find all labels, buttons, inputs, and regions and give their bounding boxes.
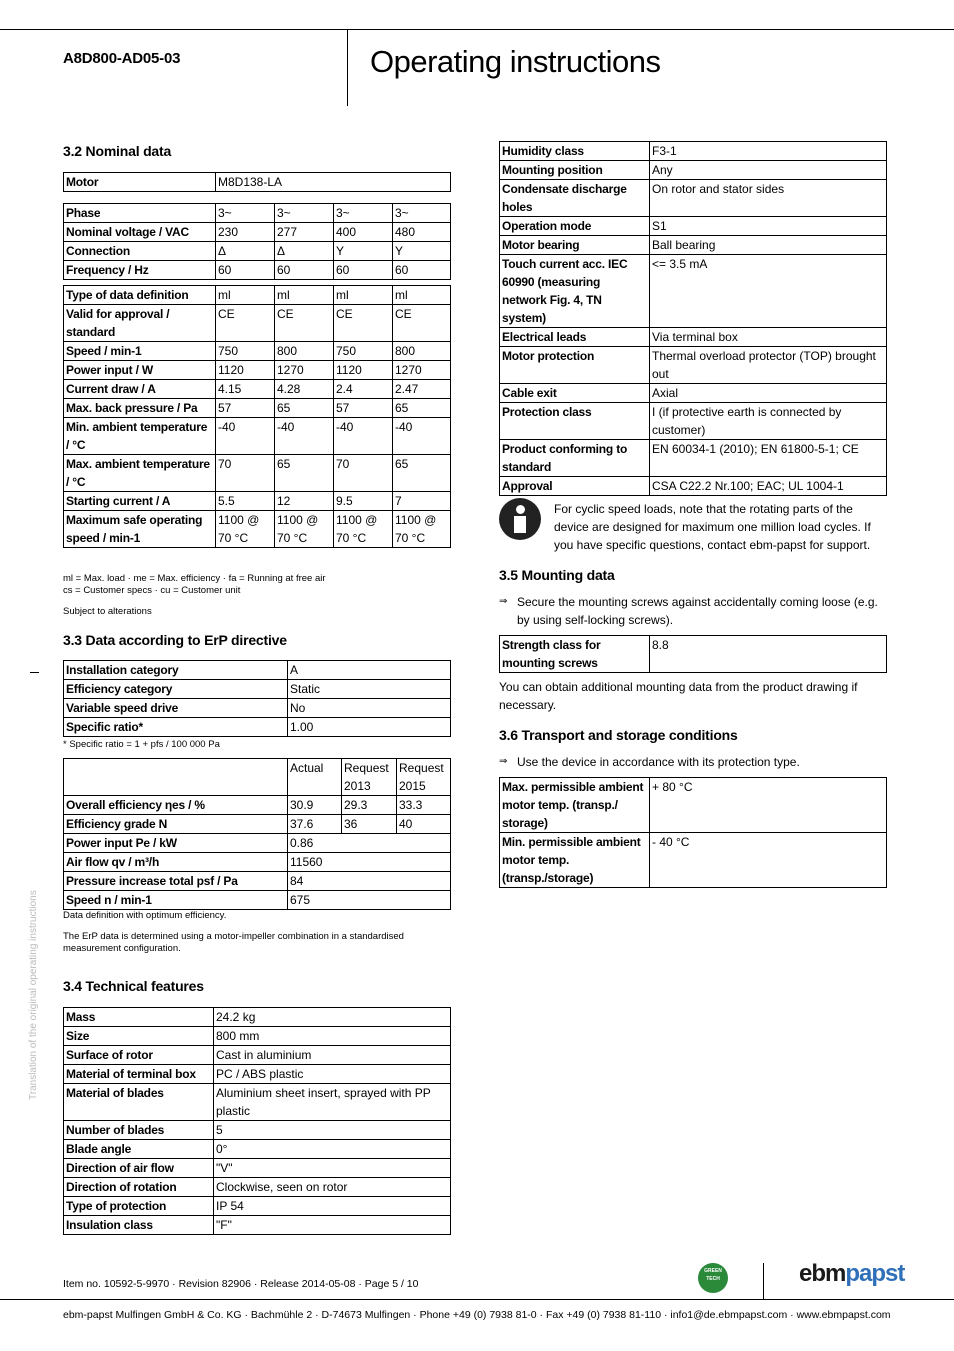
header-empty (64, 759, 288, 796)
table-row (64, 492, 451, 511)
cell-label: Nominal voltage / VAC (64, 223, 216, 242)
cell-value: 40 (397, 815, 451, 834)
cell-label: Cable exit (500, 384, 650, 403)
cell-value: Clockwise, seen on rotor (214, 1178, 451, 1197)
cell-value: Δ (216, 242, 275, 261)
header-top-rule (0, 29, 954, 30)
cell-value: 60 (393, 261, 451, 280)
cell-value: CE (275, 305, 334, 342)
cell-value: Static (288, 680, 451, 699)
cell-label: Touch current acc. IEC 60990 (measuring network Fig. 4, TN system) (500, 255, 650, 328)
erp-note-2: The ErP data is determined using a motor-impeller combination in a standardised measurement configuration. (63, 931, 404, 954)
cell-label: Installation category (64, 661, 288, 680)
cell-value: 70 (334, 455, 393, 492)
cell-label: Connection (64, 242, 216, 261)
table-row (64, 455, 451, 492)
doc-title: Operating instructions (370, 44, 661, 79)
cell-value: EN 60034-1 (2010); EN 61800-5-1; CE (650, 440, 887, 477)
cell-label: Mounting position (500, 161, 650, 180)
table-row (500, 384, 887, 403)
cell-value: 400 (334, 223, 393, 242)
table-row (64, 399, 451, 418)
table-row (64, 1027, 451, 1046)
cell-value: ml (334, 286, 393, 305)
table-mounting (499, 635, 887, 673)
cell-label: Size (64, 1027, 214, 1046)
cell-value: F3-1 (650, 142, 887, 161)
cell-value: 60 (275, 261, 334, 280)
cell-value: 65 (393, 399, 451, 418)
cell-value: 1120 (334, 361, 393, 380)
cell-label: Power input Pe / kW (64, 834, 288, 853)
cell-value: IP 54 (214, 1197, 451, 1216)
table-row (64, 661, 451, 680)
cell-label: Material of blades (64, 1084, 214, 1121)
fold-mark (30, 672, 39, 673)
cell-value: Axial (650, 384, 887, 403)
cell-label: Motor bearing (500, 236, 650, 255)
mounting-bullet-text: Secure the mounting screws against accidentally coming loose (e.g. by using self-locking screws). (517, 595, 878, 627)
footer-company: ebm-papst Mulfingen GmbH & Co. KG · Bachmühle 2 · D-74673 Mulfingen · Phone +49 (0) 7938 81-0 · Fax +49 (0) 7938 81-110 · info1@de.ebmpapst.com · www.ebmpapst.com (63, 1309, 891, 1321)
table-row (64, 1197, 451, 1216)
cell-value: "V" (214, 1159, 451, 1178)
cell-label: Humidity class (500, 142, 650, 161)
cell-value: 65 (393, 455, 451, 492)
transport-bullet-text: Use the device in accordance with its protection type. (517, 755, 800, 769)
heading-nominal-data: 3.2 Nominal data (63, 143, 172, 159)
table-row (500, 440, 887, 477)
cell-value: 3~ (275, 204, 334, 223)
cell-value: + 80 °C (650, 778, 887, 833)
cell-value: 37.6 (288, 815, 342, 834)
arrow-icon: ⇒ (499, 756, 508, 767)
table-row (64, 380, 451, 399)
table-row (500, 778, 887, 833)
cell-value: 57 (216, 399, 275, 418)
product-code: A8D800-AD05-03 (63, 50, 181, 67)
cell-value: 57 (334, 399, 393, 418)
table-row (64, 418, 451, 455)
cell-label: Maximum safe operating speed / min-1 (64, 511, 216, 548)
cell-value: 29.3 (342, 796, 397, 815)
cell-label: Min. permissible ambient motor temp. (transp./storage) (500, 833, 650, 888)
cell-value: 65 (275, 455, 334, 492)
table-row (64, 1178, 451, 1197)
cell-value: CE (216, 305, 275, 342)
cell-value: 480 (393, 223, 451, 242)
table-row (500, 236, 887, 255)
cell-value: <= 3.5 mA (650, 255, 887, 328)
erp-note-1: Data definition with optimum efficiency. (63, 910, 227, 921)
table-row (500, 328, 887, 347)
cell-value: 70 (216, 455, 275, 492)
cell-value: 1100 @ 70 °C (334, 511, 393, 548)
specific-ratio-note: * Specific ratio = 1 + pfs / 100 000 Pa (63, 739, 220, 750)
table-row (64, 680, 451, 699)
table-row (500, 255, 887, 328)
cell-value: 24.2 kg (214, 1008, 451, 1027)
cell-label: Protection class (500, 403, 650, 440)
table-row (500, 180, 887, 217)
cell-value: 230 (216, 223, 275, 242)
cell-value: 0° (214, 1140, 451, 1159)
logo-part-b: papst (845, 1260, 905, 1287)
cell-label: Air flow qv / m³/h (64, 853, 288, 872)
cell-value: 4.28 (275, 380, 334, 399)
cell-value: 33.3 (397, 796, 451, 815)
cell-value: 8.8 (650, 636, 887, 673)
mounting-bullet (499, 593, 884, 629)
cell-value: A (288, 661, 451, 680)
table-nominal-electrical (63, 203, 451, 280)
cell-value: Y (334, 242, 393, 261)
cell-label: Max. back pressure / Pa (64, 399, 216, 418)
cell-value: 36 (342, 815, 397, 834)
header-request-2013: Request 2013 (342, 759, 397, 796)
cell-label: Phase (64, 204, 216, 223)
cell-label: Frequency / Hz (64, 261, 216, 280)
cell-value: 5 (214, 1121, 451, 1140)
table-row (64, 1159, 451, 1178)
table-row (64, 223, 451, 242)
greentech-badge-icon: GREEN TECH (698, 1263, 728, 1293)
heading-mounting-data: 3.5 Mounting data (499, 567, 615, 583)
info-text: For cyclic speed loads, note that the rotating parts of the device are designed for maximum one million load cycles. If you have specific questions, contact ebm-papst for support. (554, 502, 871, 552)
table-technical-features-cont (499, 141, 887, 496)
cell-label: Direction of rotation (64, 1178, 214, 1197)
table-row (64, 261, 451, 280)
table-row (64, 815, 451, 834)
table-row (64, 872, 451, 891)
table-motor (63, 172, 451, 192)
heading-technical-features: 3.4 Technical features (63, 978, 204, 994)
cell-value: 1.00 (288, 718, 451, 737)
table-row (64, 1008, 451, 1027)
cell-value: 2.47 (393, 380, 451, 399)
cell-label: Speed / min-1 (64, 342, 216, 361)
legend-line-1: ml = Max. load · me = Max. efficiency · fa = Running at free air (63, 573, 326, 584)
cell-value: Any (650, 161, 887, 180)
table-row (64, 305, 451, 342)
table-row (64, 796, 451, 815)
cell-value: 5.5 (216, 492, 275, 511)
cell-label: Approval (500, 477, 650, 496)
table-row (64, 204, 451, 223)
footer-divider (763, 1263, 764, 1299)
table-row (64, 699, 451, 718)
table-technical-features (63, 1007, 451, 1235)
cell-label: Pressure increase total psf / Pa (64, 872, 288, 891)
cell-value: Via terminal box (650, 328, 887, 347)
heading-transport: 3.6 Transport and storage conditions (499, 727, 738, 743)
cell-label: Max. permissible ambient motor temp. (transp./ storage) (500, 778, 650, 833)
cell-value: 9.5 (334, 492, 393, 511)
cell-value: 30.9 (288, 796, 342, 815)
cell-value: 3~ (216, 204, 275, 223)
cell-value: 60 (334, 261, 393, 280)
table-erp-category (63, 660, 451, 737)
cell-value: 65 (275, 399, 334, 418)
cell-value: 3~ (393, 204, 451, 223)
footer-rule (0, 1299, 954, 1300)
cell-value: ml (275, 286, 334, 305)
cell-label: Condensate discharge holes (500, 180, 650, 217)
cell-label: Type of data definition (64, 286, 216, 305)
logo-part-a: ebm (799, 1260, 846, 1287)
table-row (64, 718, 451, 737)
cell-label: Power input / W (64, 361, 216, 380)
info-icon (499, 498, 541, 540)
cell-label: Current draw / A (64, 380, 216, 399)
cell-label: Variable speed drive (64, 699, 288, 718)
table-row (64, 834, 451, 853)
cell-value: 1100 @ 70 °C (275, 511, 334, 548)
cell-label: Direction of air flow (64, 1159, 214, 1178)
cell-label: Overall efficiency ηes / % (64, 796, 288, 815)
cell-value: - 40 °C (650, 833, 887, 888)
cell-label: Surface of rotor (64, 1046, 214, 1065)
cell-value: 1270 (393, 361, 451, 380)
cell-value: 12 (275, 492, 334, 511)
cell-value: 800 (275, 342, 334, 361)
cell-label: Speed n / min-1 (64, 891, 288, 910)
table-row (500, 833, 887, 888)
cell-value: 277 (275, 223, 334, 242)
cell-label: Starting current / A (64, 492, 216, 511)
cell-value: 750 (334, 342, 393, 361)
header-actual: Actual (288, 759, 342, 796)
table-row (64, 853, 451, 872)
cell-value: 2.4 (334, 380, 393, 399)
arrow-icon: ⇒ (499, 596, 508, 607)
header-divider (347, 29, 348, 106)
cell-label: Min. ambient temperature / °C (64, 418, 216, 455)
cell-value: 0.86 (288, 834, 451, 853)
cell-label: Insulation class (64, 1216, 214, 1235)
side-translation-note: Translation of the original operating instructions (28, 890, 39, 1100)
cell-label: Operation mode (500, 217, 650, 236)
table-row (64, 242, 451, 261)
table-row (500, 161, 887, 180)
cell-label: Max. ambient temperature / °C (64, 455, 216, 492)
cell-value: 11560 (288, 853, 451, 872)
mounting-text: You can obtain additional mounting data from the product drawing if necessary. (499, 680, 858, 712)
cell-value: 675 (288, 891, 451, 910)
cell-value: "F" (214, 1216, 451, 1235)
cell-value: CSA C22.2 Nr.100; EAC; UL 1004-1 (650, 477, 887, 496)
cell-value: 7 (393, 492, 451, 511)
cell-value: 1100 @ 70 °C (216, 511, 275, 548)
cell-value: Thermal overload protector (TOP) brought out (650, 347, 887, 384)
cell-value: -40 (334, 418, 393, 455)
cell-value: I (if protective earth is connected by customer) (650, 403, 887, 440)
table-row (500, 636, 887, 673)
cell-value: Y (393, 242, 451, 261)
table-row (64, 1140, 451, 1159)
cell-label: Motor (64, 173, 216, 192)
table-row (500, 217, 887, 236)
cell-value: CE (393, 305, 451, 342)
cell-value: 1270 (275, 361, 334, 380)
cell-value: 800 (393, 342, 451, 361)
cell-label: Product conforming to standard (500, 440, 650, 477)
cell-label: Type of protection (64, 1197, 214, 1216)
table-row (64, 1046, 451, 1065)
cell-label: Motor protection (500, 347, 650, 384)
cell-value: -40 (216, 418, 275, 455)
table-row (64, 1065, 451, 1084)
cell-label: Strength class for mounting screws (500, 636, 650, 673)
ebmpapst-logo (799, 1260, 904, 1288)
table-row (64, 361, 451, 380)
cell-value: -40 (393, 418, 451, 455)
table-row (64, 1216, 451, 1235)
cell-value: Δ (275, 242, 334, 261)
table-row (64, 286, 451, 305)
table-row (64, 1084, 451, 1121)
cell-label: Efficiency category (64, 680, 288, 699)
cell-value: 1120 (216, 361, 275, 380)
legend-line-2: cs = Customer specs · cu = Customer unit (63, 585, 241, 596)
table-row (64, 342, 451, 361)
table-row (64, 173, 451, 192)
header-request-2015: Request 2015 (397, 759, 451, 796)
cell-label: Specific ratio* (64, 718, 288, 737)
footer-item-info: Item no. 10592-5-9970 · Revision 82906 · Release 2014-05-08 · Page 5 / 10 (63, 1278, 419, 1290)
cell-value: Cast in aluminium (214, 1046, 451, 1065)
table-row (64, 1121, 451, 1140)
heading-erp: 3.3 Data according to ErP directive (63, 632, 287, 648)
cell-label: Efficiency grade N (64, 815, 288, 834)
cell-label: Valid for approval / standard (64, 305, 216, 342)
cell-value: Ball bearing (650, 236, 887, 255)
cell-value: 3~ (334, 204, 393, 223)
cell-value: No (288, 699, 451, 718)
table-row (500, 142, 887, 161)
cell-value: M8D138-LA (216, 173, 451, 192)
cell-value: 800 mm (214, 1027, 451, 1046)
cell-label: Material of terminal box (64, 1065, 214, 1084)
cell-value: PC / ABS plastic (214, 1065, 451, 1084)
table-row (500, 403, 887, 440)
cell-value: 1100 @ 70 °C (393, 511, 451, 548)
cell-value: On rotor and stator sides (650, 180, 887, 217)
cell-label: Electrical leads (500, 328, 650, 347)
cell-value: CE (334, 305, 393, 342)
cell-label: Blade angle (64, 1140, 214, 1159)
cell-value: -40 (275, 418, 334, 455)
cell-value: 60 (216, 261, 275, 280)
table-row (64, 891, 451, 910)
table-row (500, 347, 887, 384)
cell-value: Aluminium sheet insert, sprayed with PP plastic (214, 1084, 451, 1121)
cell-value: 84 (288, 872, 451, 891)
cell-value: ml (393, 286, 451, 305)
cell-label: Number of blades (64, 1121, 214, 1140)
cell-value: 750 (216, 342, 275, 361)
cell-value: ml (216, 286, 275, 305)
table-row (64, 511, 451, 548)
subject-to-alterations: Subject to alterations (63, 606, 152, 617)
cell-value: S1 (650, 217, 887, 236)
table-header-row (64, 759, 451, 796)
table-erp-efficiency (63, 758, 451, 910)
cell-label: Mass (64, 1008, 214, 1027)
cell-value: 4.15 (216, 380, 275, 399)
table-row (500, 477, 887, 496)
transport-bullet (499, 753, 884, 771)
table-nominal-operating (63, 285, 451, 548)
table-transport (499, 777, 887, 888)
